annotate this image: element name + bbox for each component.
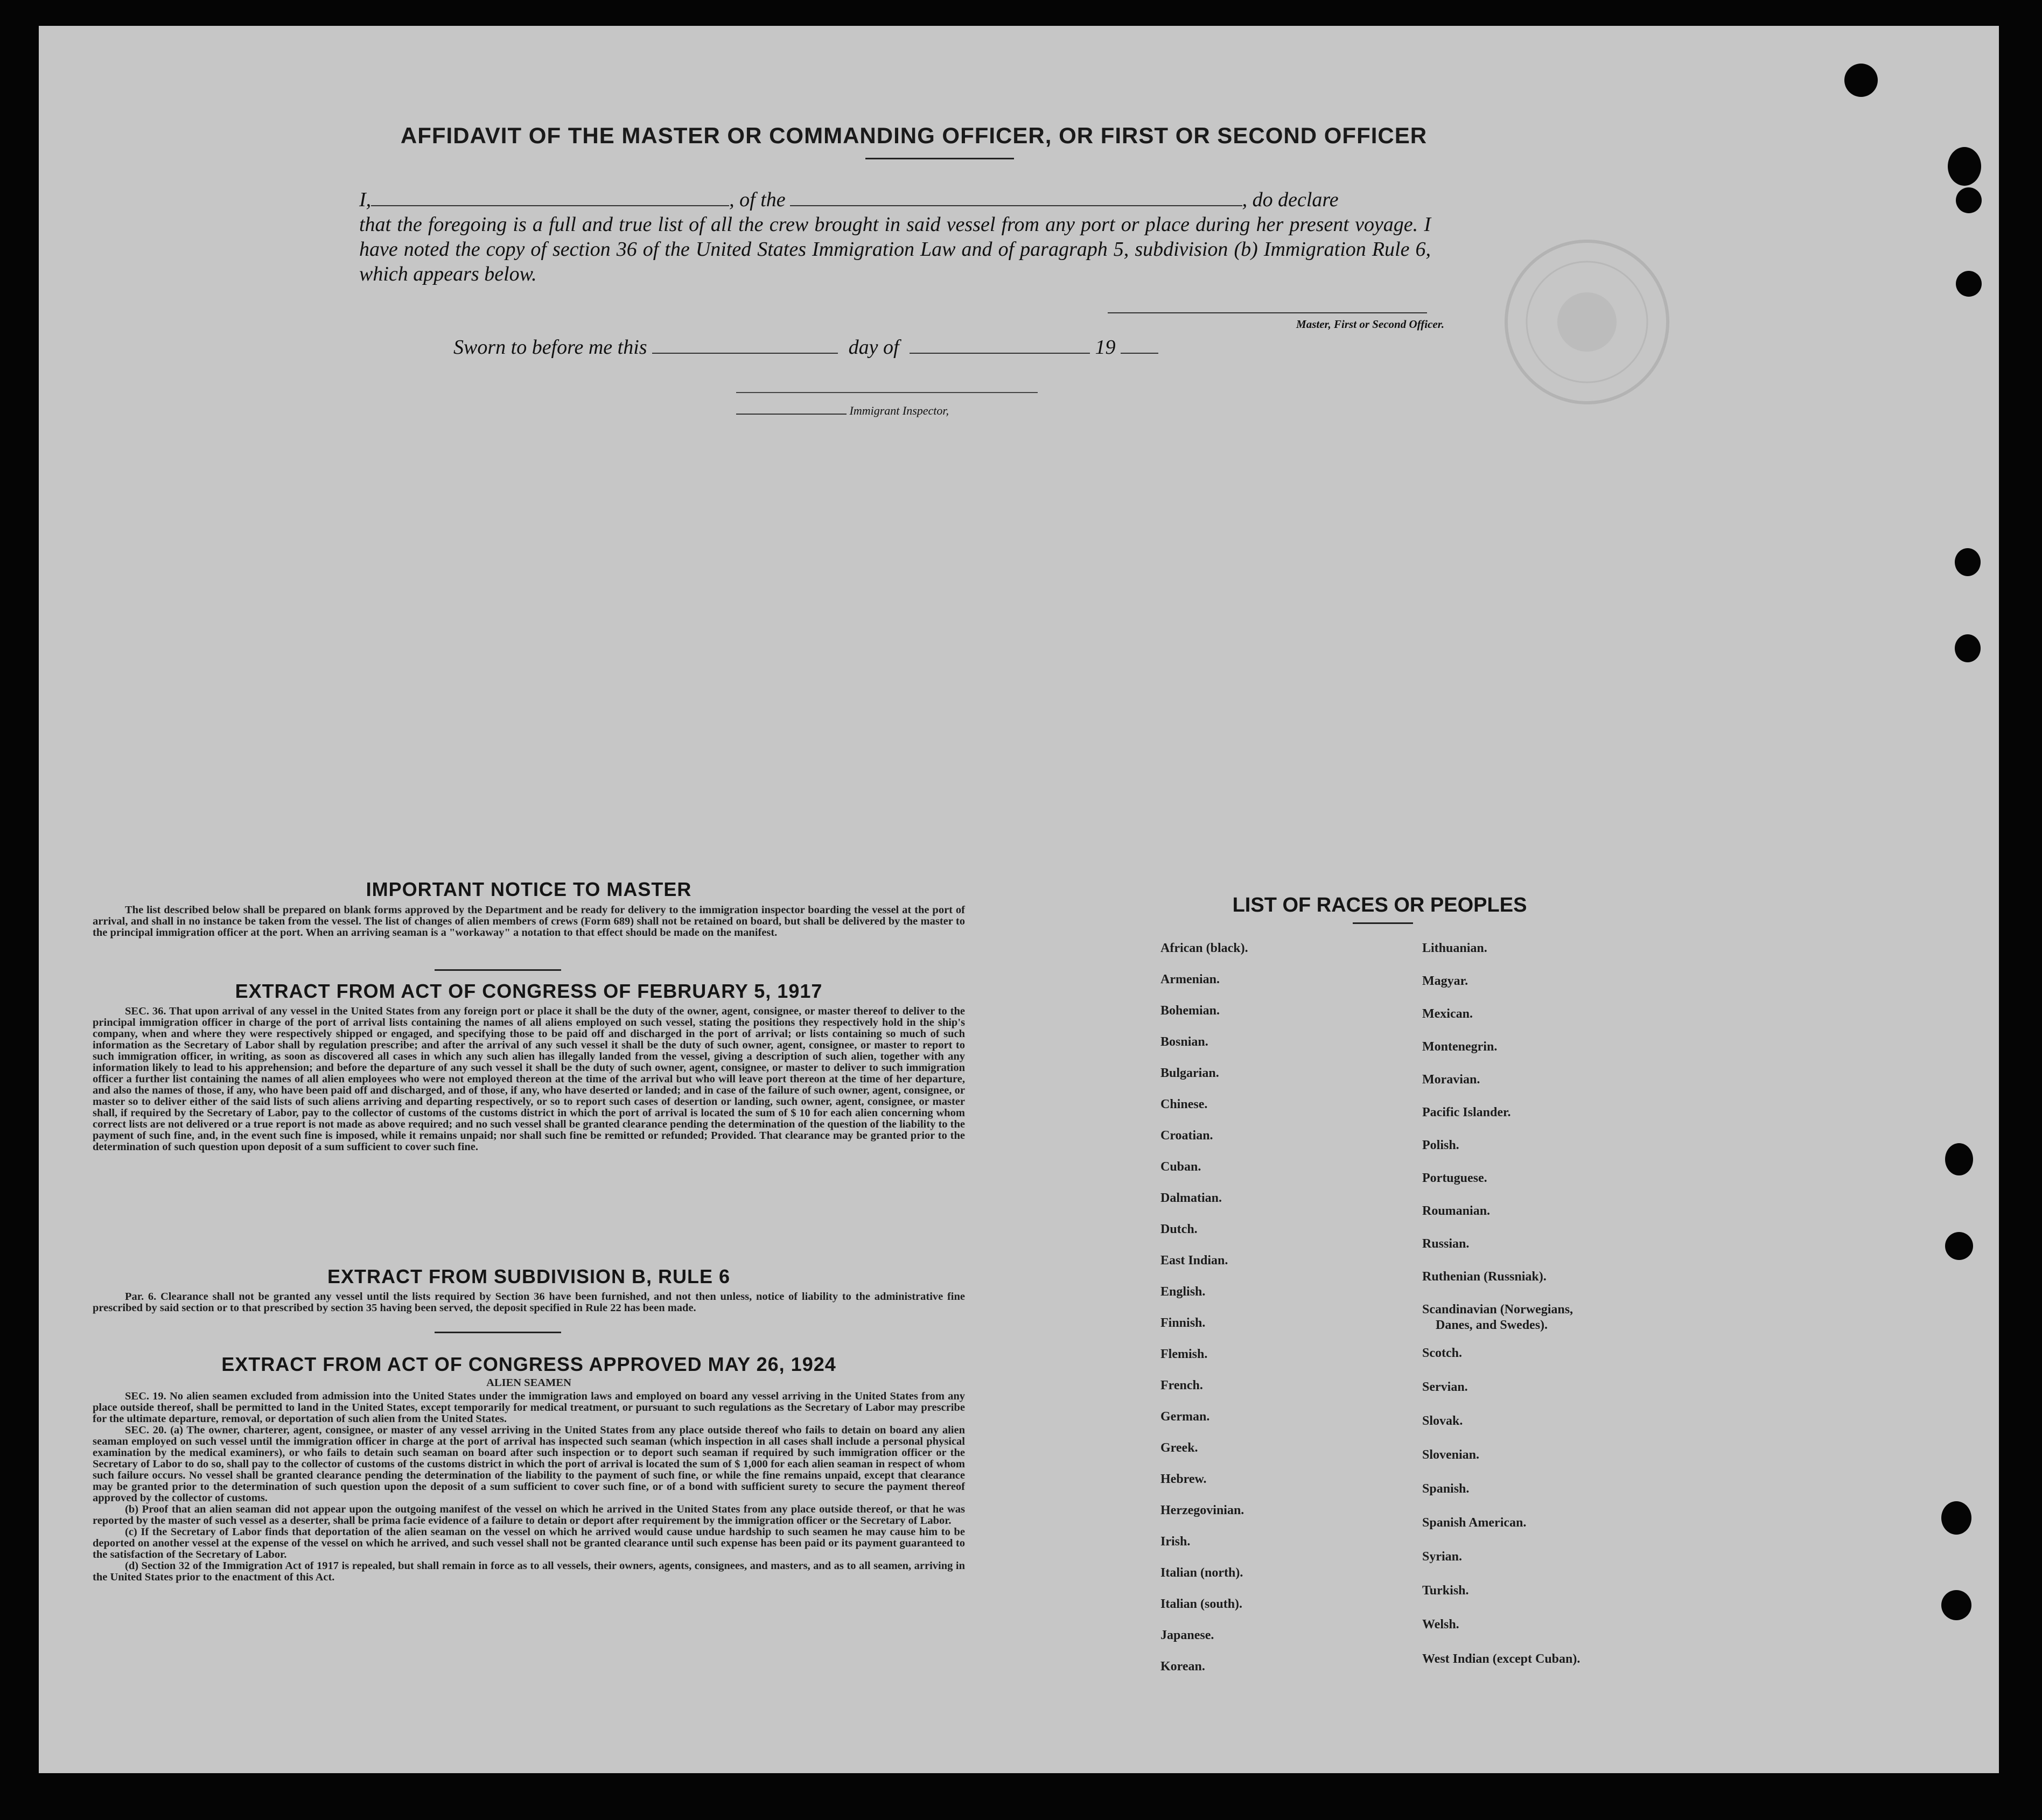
binder-hole: [1844, 64, 1878, 97]
binder-hole: [1956, 187, 1982, 213]
race-item: Mexican.: [1422, 1007, 1473, 1021]
of-the-text: , of the: [729, 188, 786, 211]
binder-hole: [1941, 1590, 1971, 1620]
race-item: German.: [1160, 1410, 1210, 1424]
races-title-divider: [1353, 922, 1413, 924]
race-item: Italian (north).: [1160, 1566, 1243, 1580]
extract-1924-title: EXTRACT FROM ACT OF CONGRESS APPROVED MAY 26, 1924: [221, 1353, 836, 1375]
race-item: Magyar.: [1422, 974, 1468, 988]
race-item: Portuguese.: [1422, 1171, 1487, 1185]
sworn-text: Sworn to before me this: [453, 336, 647, 359]
race-item: Flemish.: [1160, 1347, 1208, 1361]
race-item: Moravian.: [1422, 1073, 1480, 1087]
binder-hole: [1948, 147, 1981, 186]
race-item: Japanese.: [1160, 1628, 1214, 1642]
race-item: West Indian (except Cuban).: [1422, 1652, 1581, 1666]
race-item: Slovak.: [1422, 1414, 1463, 1428]
race-item: Ruthenian (Russniak).: [1422, 1270, 1547, 1284]
race-item: Scandinavian (Norwegians,: [1422, 1303, 1574, 1317]
race-item: Irish.: [1160, 1535, 1191, 1549]
race-item: Armenian.: [1160, 972, 1220, 986]
race-item: Italian (south).: [1160, 1597, 1243, 1611]
section-divider: [435, 1332, 561, 1333]
race-item: Korean.: [1160, 1660, 1205, 1674]
binder-hole: [1955, 634, 1981, 662]
race-item: Chinese.: [1160, 1097, 1208, 1111]
binder-hole: [1955, 548, 1981, 576]
race-item: French.: [1160, 1378, 1203, 1392]
race-item: Bohemian.: [1160, 1004, 1220, 1018]
races-title: LIST OF RACES OR PEOPLES: [1232, 894, 1527, 916]
extract-rule6-body: Par. 6. Clearance shall not be granted any vessel until the lists required by Section 36 have been furnished, and not then unless, notice of liability to the administrative fine prescribed by said section or to that prescribed by section 35 having been served, the deposit specified in Rule 22 has been made.: [93, 1291, 965, 1314]
extract-1924-body: [93, 1391, 965, 1583]
year-blank[interactable]: [1121, 352, 1158, 354]
race-item: Dalmatian.: [1160, 1191, 1222, 1205]
race-item: Dutch.: [1160, 1222, 1198, 1236]
day-blank[interactable]: [652, 352, 838, 354]
extract-rule6-title: EXTRACT FROM SUBDIVISION B, RULE 6: [327, 1265, 731, 1287]
race-item: Slovenian.: [1422, 1448, 1480, 1462]
race-item: English.: [1160, 1285, 1206, 1299]
race-item: Bulgarian.: [1160, 1066, 1219, 1080]
vessel-blank[interactable]: [790, 204, 1242, 206]
affidavit-first-line: [359, 187, 1431, 212]
race-item: Finnish.: [1160, 1316, 1206, 1330]
sworn-line: [453, 335, 1261, 359]
notice-body: The list described below shall be prepared on blank forms approved by the Department and be ready for delivery to the immigration inspector boarding the vessel at the port of arrival, and shall in no instance be taken from the vessel. The list of changes of alien members of crews (Form 689) shall not be retained on board, but shall be delivered by the master to the principal immigration officer at the port. When an arriving seaman is a "workaway" a notation to that effect should be made on the manifest.: [93, 904, 965, 939]
race-item: Danes, and Swedes).: [1436, 1318, 1548, 1332]
notice-title: IMPORTANT NOTICE TO MASTER: [366, 878, 692, 900]
binder-hole: [1941, 1501, 1971, 1535]
day-of-text: day of: [848, 336, 899, 359]
binder-hole: [1945, 1232, 1973, 1260]
declarant-pronoun: I,: [359, 188, 372, 211]
inspector-label: Immigrant Inspector,: [849, 404, 949, 417]
affidavit-title: AFFIDAVIT OF THE MASTER OR COMMANDING OFFICER, OR FIRST OR SECOND OFFICER: [400, 123, 1428, 148]
race-item: Herzegovinian.: [1160, 1503, 1244, 1517]
race-item: Bosnian.: [1160, 1035, 1208, 1049]
month-blank[interactable]: [910, 352, 1090, 354]
extract-1924-subtitle: ALIEN SEAMEN: [486, 1377, 571, 1389]
race-item: Spanish.: [1422, 1482, 1470, 1496]
race-item: Welsh.: [1422, 1618, 1459, 1632]
sec-20c-paragraph: (c) If the Secretary of Labor finds that deportation of the alien seaman on the vessel on which he arrived would cause undue hardship to such seamen he may cause him to be deported on another vessel at the expense of the vessel on which he arrived, and such vessel shall not be granted clearance until such expense has been paid or its payment guaranteed to the satisfaction of the Secretary of Labor.: [93, 1526, 965, 1560]
sec-20b-paragraph: (b) Proof that an alien seaman did not appear upon the outgoing manifest of the vessel on which he arrived in the United States from any place outside thereof, or that he was reported by the master of such vessel as a deserter, shall be prima facie evidence of a failure to detain or deport after requirement by the immigration officer or the Secretary of Labor.: [93, 1503, 965, 1527]
race-item: East Indian.: [1160, 1254, 1228, 1268]
race-item: Spanish American.: [1422, 1516, 1527, 1530]
sec-20a-paragraph: SEC. 20. (a) The owner, charterer, agent, consignee, or master of any vessel arriving in the United States from any place outside thereof who fails to detain on board any alien seaman employed on such vessel until the immigration officer in charge at the port of arrival has inspected such seaman (which inspection in all cases shall include a personal physical examination by the medical examiners), or who fails to detain such seaman on board after such inspection or to deport such seaman if required by such immigration officer or the Secretary of Labor to do so, shall pay to the collector of customs of the customs district in which the port of arrival is located the sum of $ 1,000 for each alien seaman in respect of whom such failure occurs. No vessel shall be granted clearance pending the determination of the liability to the payment of such fine, or while the fine remains unpaid, except that clearance may be granted prior to the determination of such question upon the deposit of a sum sufficient to cover such fine, or of a bond with sufficient surety to secure the payment thereof approved by the collector of customs.: [93, 1424, 965, 1504]
signature-label: Master, First or Second Officer.: [1296, 318, 1444, 331]
binder-hole: [1956, 271, 1982, 297]
race-item: Scotch.: [1422, 1346, 1462, 1360]
title-divider: [865, 158, 1014, 159]
binder-hole: [1945, 1143, 1973, 1175]
name-blank[interactable]: [371, 204, 729, 206]
race-item: Greek.: [1160, 1441, 1198, 1455]
do-declare-text: , do declare: [1242, 188, 1339, 211]
seal-stamp: [1498, 233, 1676, 411]
year-prefix: 19: [1095, 336, 1116, 359]
affidavit-declaration: [359, 187, 1431, 286]
extract-1917-body: SEC. 36. That upon arrival of any vessel in the United States from any foreign port or place it shall be the duty of the owner, agent, consignee, or master thereof to deliver to the principal immigration officer in charge of the port of arrival lists containing the names of all aliens employed on such vessel, stating the positions they respectively hold in the ship's company, when and where they were respectively shipped or engaged, and specifying those to be paid off and discharged in the port of arrival; or lists containing so much of such information as the Secretary of Labor shall by regulation prescribe; and after the arrival of any such vessel it shall be the duty of such owner, agent, consignee, or master to report to such immigration officer, in writing, as soon as discovered all cases in which any such alien has illegally landed from the vessel, giving a description of such alien, together with any information likely to lead to his apprehension; and before the departure of any such vessel it shall be the duty of such owner, agent, consignee, or master to deliver to such immigration officer a further list containing the names of all alien employees who were not employed thereon at the time of the arrival but who will leave port thereon at the time of her departure, and also the names of those, if any, who have been paid off and discharged, and of those, if any, who have deserted or landed; and in case of the failure of such owner, agent, consignee, or master so to deliver either of the said lists of such aliens arriving and departing respectively, or so to report such cases of desertion or landing, such owner, agent, consignee, or master shall, if required by the Secretary of Labor, pay to the collector of customs of the customs district in which the port of arrival is located the sum of $ 10 for each alien concerning whom correct lists are not delivered or a true report is not made as above required; and no such vessel shall be granted clearance pending the determination of the question of the liability to the payment of such fine, and, in the event such fine is imposed, while it remains unpaid; nor shall such fine be remitted or refunded; Provided. That clearance may be granted prior to the determination of such question upon deposit of a sum sufficient to cover such fine.: [93, 1005, 965, 1153]
race-item: Hebrew.: [1160, 1472, 1207, 1486]
race-item: Montenegrin.: [1422, 1040, 1498, 1054]
race-item: Russian.: [1422, 1237, 1470, 1251]
race-item: Lithuanian.: [1422, 941, 1487, 955]
race-item: Syrian.: [1422, 1550, 1463, 1564]
race-item: Roumanian.: [1422, 1204, 1491, 1218]
sec-19-paragraph: SEC. 19. No alien seamen excluded from admission into the United States under the immigration laws and employed on board any vessel arriving in the United States from any place outside thereof, shall be permitted to land in the United States, except temporarily for medical treatment, or pursuant to such regulations as the Secretary of Labor may prescribe for the ultimate departure, removal, or deportation of such alien from the United States.: [93, 1390, 965, 1425]
signature-line[interactable]: [1108, 312, 1427, 313]
race-item: Turkish.: [1422, 1584, 1469, 1598]
race-item: Cuban.: [1160, 1160, 1201, 1174]
inspector-line[interactable]: [736, 392, 1038, 393]
race-item: Servian.: [1422, 1380, 1468, 1394]
affidavit-body-text: that the foregoing is a full and true list of all the crew brought in said vessel from any port or place during her present voyage. I have noted the copy of section 36 of the United States Immigration Law and of paragraph 5, subdivision (b) Immigration Rule 6, which appears below.: [359, 213, 1431, 285]
section-divider: [435, 969, 561, 971]
extract-1917-title: EXTRACT FROM ACT OF CONGRESS OF FEBRUARY 5, 1917: [235, 980, 823, 1002]
race-item: Croatian.: [1160, 1129, 1213, 1143]
inspector-row: [736, 404, 949, 418]
document-page: [39, 26, 1999, 1773]
inspector-blank[interactable]: [736, 412, 847, 415]
sec-20d-paragraph: (d) Section 32 of the Immigration Act of 1917 is repealed, but shall remain in force as to all vessels, their owners, agents, consignees, and masters, and as to all seamen, arriving in the United States prior to the enactment of this Act.: [93, 1560, 965, 1583]
race-item: Polish.: [1422, 1138, 1459, 1152]
race-item: Pacific Islander.: [1422, 1105, 1511, 1119]
race-item: African (black).: [1160, 941, 1248, 955]
